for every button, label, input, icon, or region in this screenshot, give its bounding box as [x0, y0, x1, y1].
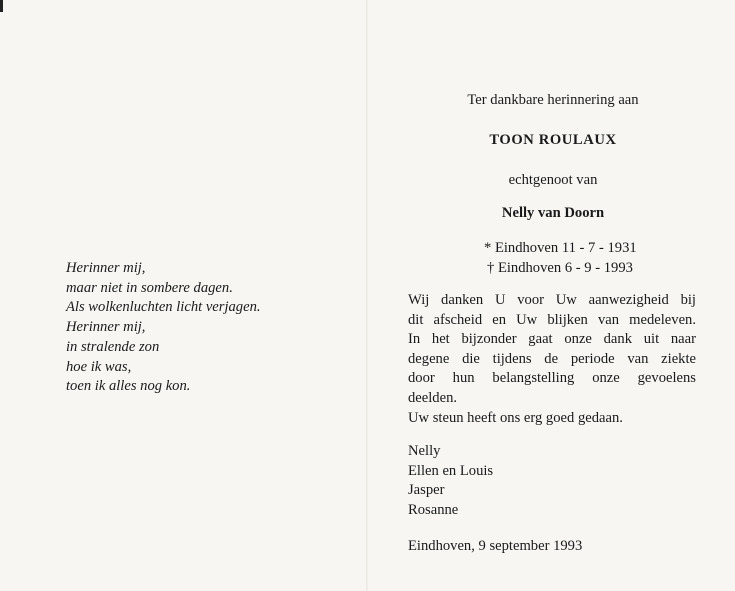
- poem-line: toen ik alles nog kon.: [66, 378, 191, 395]
- thanks-line: Uw steun heeft ons erg goed gedaan.: [408, 409, 623, 426]
- family-name: Jasper: [408, 482, 445, 499]
- family-name: Rosanne: [408, 502, 459, 519]
- poem-line: Als wolkenluchten licht verjagen.: [66, 299, 261, 316]
- intro-text: Ter dankbare herinnering aan: [467, 92, 639, 108]
- deceased-name: TOON ROULAUX: [489, 132, 617, 148]
- thanks-paragraph: [408, 291, 696, 428]
- thanks-line: degene die tijdens de periode van ziekte: [408, 350, 696, 367]
- family-name: Ellen en Louis: [408, 462, 494, 479]
- poem-line: in stralende zon: [66, 338, 160, 355]
- poem-line: maar niet in sombere dagen.: [66, 279, 233, 296]
- death-date: † Eindhoven 6 - 9 - 1993: [487, 260, 633, 276]
- thanks-line: deelden.: [408, 389, 458, 406]
- scan-edge-mark: [0, 0, 3, 12]
- poem: [66, 259, 346, 397]
- poem-line: hoe ik was,: [66, 358, 132, 375]
- thanks-line: In het bijzonder gaat onze dank uit naar: [408, 331, 696, 348]
- card-fold: [366, 0, 368, 591]
- family-names: [408, 442, 493, 521]
- family-name: Nelly: [408, 443, 441, 459]
- thanks-line: dit afscheid en Uw blijken van medeleven.: [408, 311, 696, 328]
- thanks-line: door hun belangstelling onze gevoelens: [408, 370, 696, 387]
- birth-date: * Eindhoven 11 - 7 - 1931: [484, 240, 637, 256]
- relation-text: echtgenoot van: [508, 172, 598, 188]
- place-date: Eindhoven, 9 september 1993: [408, 538, 583, 554]
- poem-line: Herinner mij,: [66, 260, 146, 276]
- poem-line: Herinner mij,: [66, 319, 146, 336]
- spouse-name: Nelly van Doorn: [501, 205, 605, 221]
- thanks-line: Wij danken U voor Uw aanwezigheid bij: [408, 292, 696, 308]
